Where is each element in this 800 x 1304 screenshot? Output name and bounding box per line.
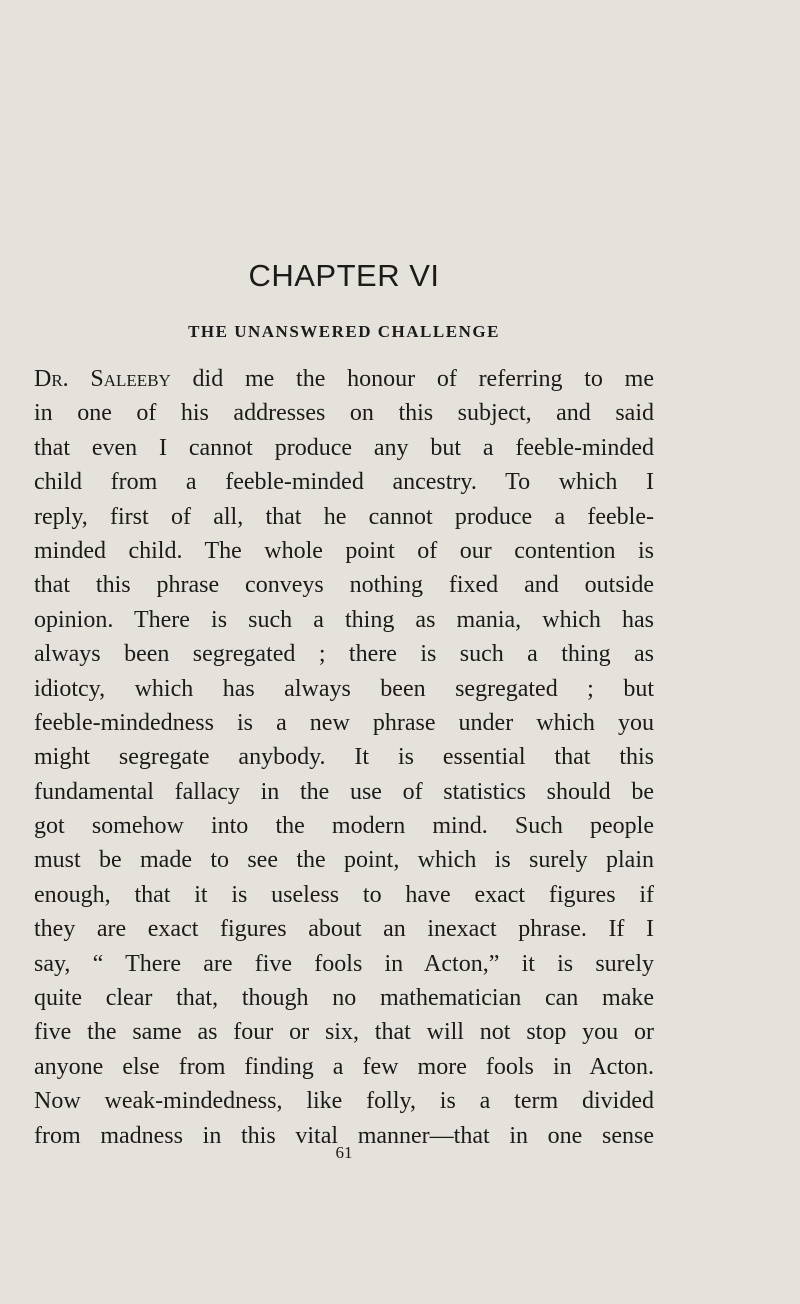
text-line-23: from madness in this vital manner—that in one sense <box>34 1122 654 1149</box>
author-name: Dr. Saleeby <box>34 366 171 392</box>
text-line-20: five the same as four or six, that will not stop you or <box>34 1019 654 1046</box>
text-line-22: Now weak-mindedness, like folly, is a term divided <box>34 1088 654 1115</box>
text-line-1-rest: did me the honour of referring to me <box>170 366 654 392</box>
chapter-heading: CHAPTER VI <box>248 258 440 293</box>
text-line-6: minded child. The whole point of our contention is <box>34 537 654 564</box>
text-line-21: anyone else from finding a few more fools in Acton. <box>34 1053 654 1080</box>
text-line-18: say, “ There are five fools in Acton,” it is surely <box>34 950 654 977</box>
body-paragraph <box>34 362 654 1153</box>
text-line-12: might segregate anybody. It is essential that this <box>34 744 654 771</box>
text-line-7: that this phrase conveys nothing fixed and outside <box>34 572 654 599</box>
text-line-1 <box>34 362 654 396</box>
text-line-5: reply, first of all, that he cannot produce a feeble- <box>34 503 654 530</box>
text-line-11: feeble-mindedness is a new phrase under which you <box>34 709 654 736</box>
chapter-title: THE UNANSWERED CHALLENGE <box>188 322 500 341</box>
page-number: 61 <box>335 1143 353 1162</box>
text-line-14: got somehow into the modern mind. Such people <box>34 813 654 840</box>
text-line-16: enough, that it is useless to have exact figures if <box>34 881 654 908</box>
text-line-4: child from a feeble-minded ancestry. To which I <box>34 469 654 496</box>
text-line-13: fundamental fallacy in the use of statistics should be <box>34 778 654 805</box>
text-line-17: they are exact figures about an inexact phrase. If I <box>34 916 654 943</box>
text-line-2: in one of his addresses on this subject, and said <box>34 400 654 427</box>
text-line-10: idiotcy, which has always been segregated ; but <box>34 675 654 702</box>
text-line-8: opinion. There is such a thing as mania, which has <box>34 606 654 633</box>
text-line-3: that even I cannot produce any but a feeble-minded <box>34 434 654 461</box>
text-line-9: always been segregated ; there is such a thing as <box>34 641 654 668</box>
text-line-19: quite clear that, though no mathematician can make <box>34 985 654 1012</box>
text-line-15: must be made to see the point, which is surely plain <box>34 847 654 874</box>
